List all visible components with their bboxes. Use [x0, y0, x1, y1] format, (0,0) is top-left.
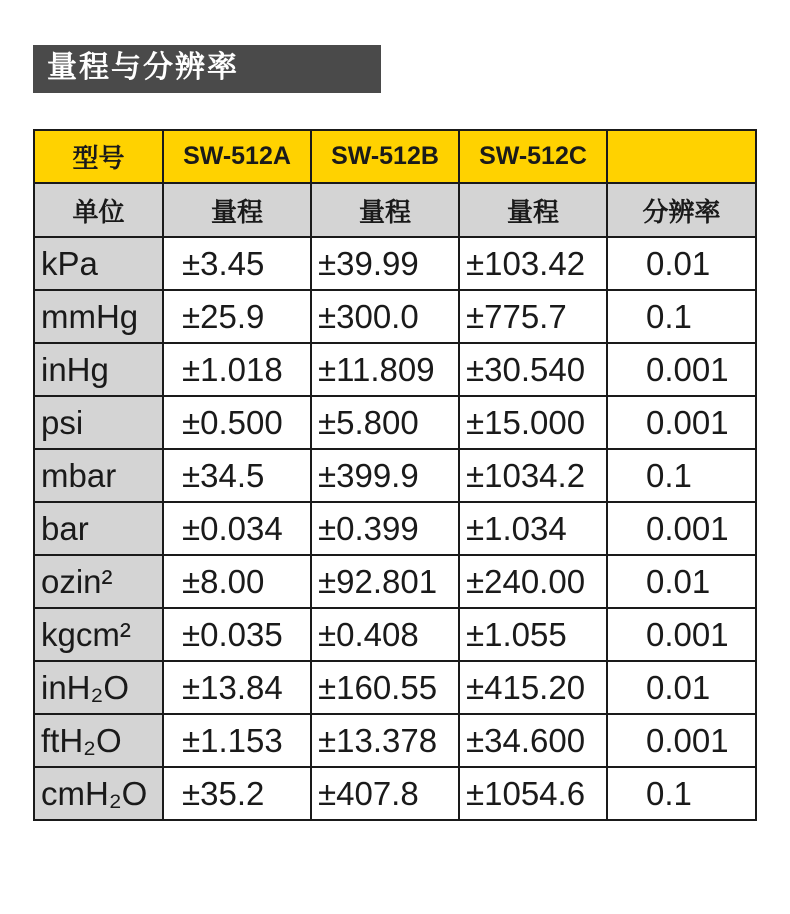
range-a-cell: ±25.9 — [163, 290, 311, 343]
range-b-cell: ±160.55 — [311, 661, 459, 714]
range-c-cell: ±1054.6 — [459, 767, 607, 820]
model-sw-512b: SW-512B — [311, 130, 459, 183]
unit-cell: ftH₂O — [34, 714, 163, 767]
table-row — [34, 714, 756, 767]
range-a-cell: ±0.035 — [163, 608, 311, 661]
resolution-cell: 0.01 — [607, 237, 756, 290]
section-title: 量程与分辨率 — [33, 45, 381, 91]
model-sw-512a: SW-512A — [163, 130, 311, 183]
range-a-cell: ±35.2 — [163, 767, 311, 820]
header-unit: 单位 — [34, 183, 163, 237]
model-label: 型号 — [34, 130, 163, 183]
range-b-cell: ±0.399 — [311, 502, 459, 555]
section-title-underline — [33, 91, 381, 93]
resolution-cell: 0.001 — [607, 343, 756, 396]
unit-cell: mmHg — [34, 290, 163, 343]
model-row — [34, 130, 756, 183]
range-a-cell: ±1.018 — [163, 343, 311, 396]
unit-cell: inH₂O — [34, 661, 163, 714]
table-row — [34, 767, 756, 820]
model-sw-512c: SW-512C — [459, 130, 607, 183]
table-row — [34, 290, 756, 343]
unit-cell: kgcm² — [34, 608, 163, 661]
header-range-c: 量程 — [459, 183, 607, 237]
range-a-cell: ±1.153 — [163, 714, 311, 767]
range-b-cell: ±399.9 — [311, 449, 459, 502]
unit-cell: cmH₂O — [34, 767, 163, 820]
range-b-cell: ±300.0 — [311, 290, 459, 343]
range-c-cell: ±775.7 — [459, 290, 607, 343]
range-a-cell: ±8.00 — [163, 555, 311, 608]
unit-cell: bar — [34, 502, 163, 555]
resolution-cell: 0.001 — [607, 502, 756, 555]
unit-cell: ozin² — [34, 555, 163, 608]
header-range-a: 量程 — [163, 183, 311, 237]
range-b-cell: ±0.408 — [311, 608, 459, 661]
range-a-cell: ±3.45 — [163, 237, 311, 290]
resolution-cell: 0.001 — [607, 714, 756, 767]
model-empty-cell — [607, 130, 756, 183]
table-row — [34, 237, 756, 290]
resolution-cell: 0.1 — [607, 290, 756, 343]
header-resolution: 分辨率 — [607, 183, 756, 237]
range-b-cell: ±39.99 — [311, 237, 459, 290]
range-a-cell: ±0.034 — [163, 502, 311, 555]
resolution-cell: 0.1 — [607, 767, 756, 820]
range-a-cell: ±13.84 — [163, 661, 311, 714]
resolution-cell: 0.01 — [607, 555, 756, 608]
range-c-cell: ±1034.2 — [459, 449, 607, 502]
unit-cell: psi — [34, 396, 163, 449]
range-c-cell: ±240.00 — [459, 555, 607, 608]
table-row — [34, 555, 756, 608]
header-range-b: 量程 — [311, 183, 459, 237]
unit-cell: kPa — [34, 237, 163, 290]
unit-cell: mbar — [34, 449, 163, 502]
table-row — [34, 396, 756, 449]
range-c-cell: ±34.600 — [459, 714, 607, 767]
range-c-cell: ±15.000 — [459, 396, 607, 449]
resolution-cell: 0.001 — [607, 396, 756, 449]
range-b-cell: ±92.801 — [311, 555, 459, 608]
range-b-cell: ±11.809 — [311, 343, 459, 396]
table-row — [34, 608, 756, 661]
range-c-cell: ±103.42 — [459, 237, 607, 290]
range-c-cell: ±1.055 — [459, 608, 607, 661]
range-b-cell: ±5.800 — [311, 396, 459, 449]
resolution-cell: 0.01 — [607, 661, 756, 714]
spec-table — [33, 129, 757, 821]
range-a-cell: ±34.5 — [163, 449, 311, 502]
resolution-cell: 0.001 — [607, 608, 756, 661]
range-b-cell: ±13.378 — [311, 714, 459, 767]
range-c-cell: ±30.540 — [459, 343, 607, 396]
resolution-cell: 0.1 — [607, 449, 756, 502]
table-row — [34, 502, 756, 555]
table-row — [34, 343, 756, 396]
range-c-cell: ±415.20 — [459, 661, 607, 714]
range-c-cell: ±1.034 — [459, 502, 607, 555]
range-a-cell: ±0.500 — [163, 396, 311, 449]
header-row — [34, 183, 756, 237]
table-row — [34, 449, 756, 502]
range-b-cell: ±407.8 — [311, 767, 459, 820]
table-row — [34, 661, 756, 714]
unit-cell: inHg — [34, 343, 163, 396]
